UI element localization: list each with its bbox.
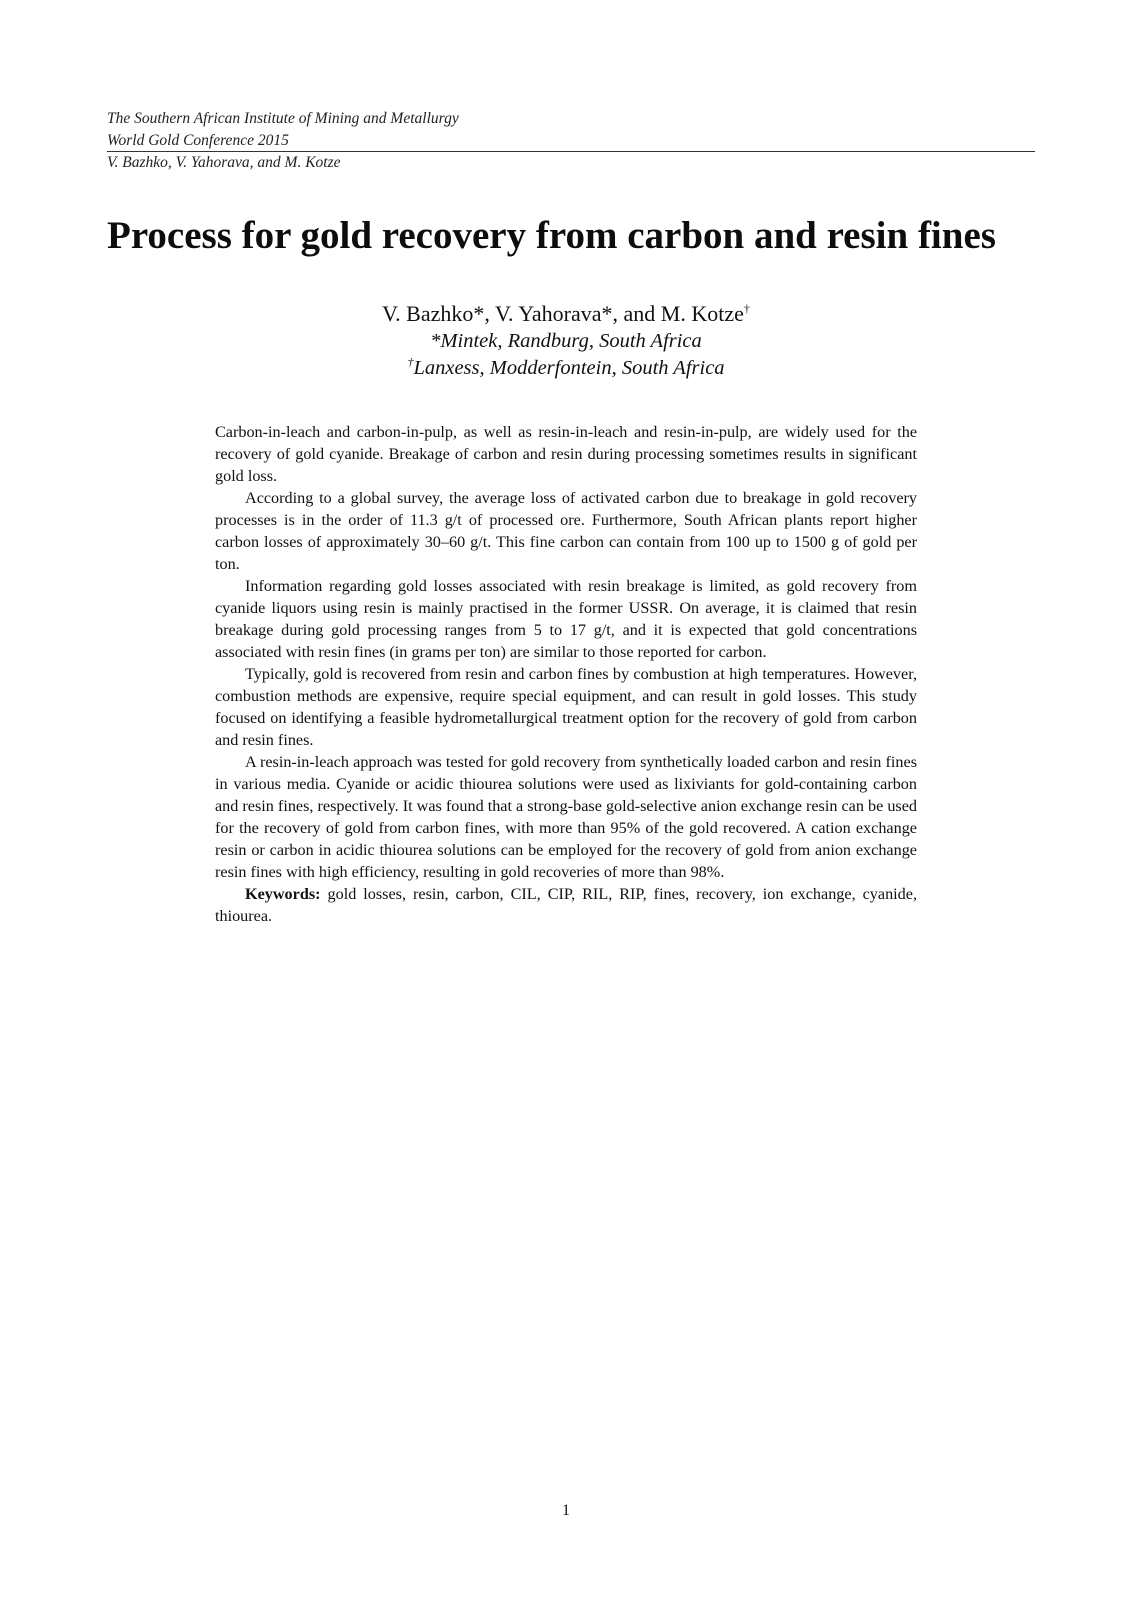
author-block [0,300,1132,382]
keywords-paragraph [215,883,917,927]
header-conference: World Gold Conference 2015 [107,130,1035,153]
affiliation-dagger-mark: † [407,355,414,370]
affiliation-lanxess: Lanxess, Modderfontein, South Africa [413,357,725,379]
page-number: 1 [562,1502,570,1519]
running-header [107,108,1035,174]
header-authors: V. Bazhko, V. Yahorava, and M. Kotze [107,154,341,171]
author-names: V. Bazhko*, V. Yahorava*, and M. Kotze [382,301,744,326]
abstract-paragraph: Typically, gold is recovered from resin and carbon fines by combustion at high temperatures. However, combustion methods are expensive, require special equipment, and can result in gold losses. This study focused on identifying a feasible hydrometallurgical treatment option for the recovery of gold from carbon and resin fines. [215,665,917,749]
abstract [215,421,917,927]
keywords-text: gold losses, resin, carbon, CIL, CIP, RIL, RIP, fines, recovery, ion exchange, cyanide, thiourea. [215,885,917,925]
paper-title: Process for gold recovery from carbon and resin fines [107,214,996,257]
affiliation-lanxess-line [0,355,1132,382]
abstract-paragraph: A resin-in-leach approach was tested for gold recovery from synthetically loaded carbon and resin fines in various media. Cyanide or acidic thiourea solutions were used as lixiviants for gold-containing carbon and resin fines, respectively. It was found that a strong-base gold-selective anion exchange resin can be used for the recovery of gold from carbon fines, with more than 95% of the gold recovered. A cation exchange resin or carbon in acidic thiourea solutions can be employed for the recovery of gold from anion exchange resin fines with high efficiency, resulting in gold recoveries of more than 98%. [215,753,917,881]
abstract-paragraph: According to a global survey, the average loss of activated carbon due to breakage in gold recovery processes is in the order of 11.3 g/t of processed ore. Furthermore, South African plants report higher carbon losses of approximately 30–60 g/t. This fine carbon can contain from 100 up to 1500 g of gold per ton. [215,489,917,573]
author-names-line [0,300,1132,328]
affiliation-mintek: *Mintek, Randburg, South Africa [430,330,702,352]
keywords-label: Keywords: [245,885,321,903]
header-institute: The Southern African Institute of Mining and Metallurgy [107,110,459,127]
abstract-paragraph: Carbon-in-leach and carbon-in-pulp, as well as resin-in-leach and resin-in-pulp, are widely used for the recovery of gold cyanide. Breakage of carbon and resin during processing sometimes results in significant gold loss. [215,423,917,485]
dagger-mark: † [743,301,750,316]
abstract-paragraph: Information regarding gold losses associated with resin breakage is limited, as gold recovery from cyanide liquors using resin is mainly practised in the former USSR. On average, it is claimed that resin breakage during gold processing ranges from 5 to 17 g/t, and it is expected that gold concentrations associated with resin fines (in grams per ton) are similar to those reported for carbon. [215,577,917,661]
